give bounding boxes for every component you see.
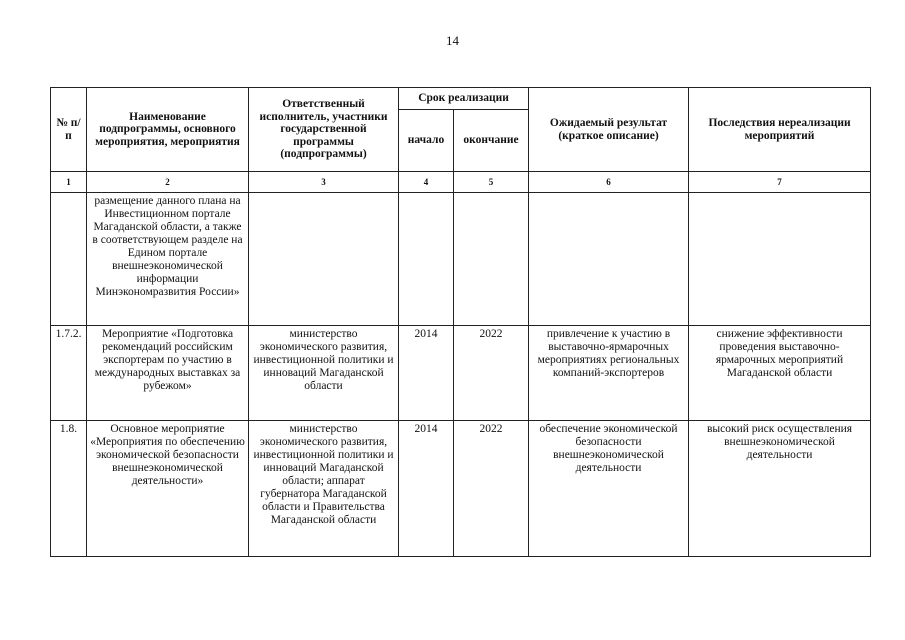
header-result: Ожидаемый результат (краткое описание) <box>529 88 689 172</box>
row-result: привлечение к участию в выставочно-ярмарочных мероприятиях региональных компаний-экспортеров <box>529 326 689 421</box>
row-name: Мероприятие «Подготовка рекомендаций российским экспортерам по участию в международных выставках за рубежом» <box>87 326 249 421</box>
column-number: 1 <box>51 172 87 193</box>
header-num: № п/п <box>51 88 87 172</box>
column-number: 2 <box>87 172 249 193</box>
table-row <box>51 193 871 326</box>
row-start: 2014 <box>399 326 454 421</box>
header-responsible: Ответственный исполнитель, участники государственной программы (подпрограммы) <box>249 88 399 172</box>
row-end <box>454 193 529 326</box>
row-start <box>399 193 454 326</box>
row-end: 2022 <box>454 326 529 421</box>
row-num: 1.8. <box>51 421 87 557</box>
column-number: 7 <box>689 172 871 193</box>
column-number: 6 <box>529 172 689 193</box>
row-consequences <box>689 193 871 326</box>
row-consequences: снижение эффективности проведения выставочно-ярмарочных мероприятий Магаданской области <box>689 326 871 421</box>
row-responsible: министерство экономического развития, инвестиционной политики и инноваций Магаданской области; аппарат губернатора Магаданской области и Правительства Магаданской области <box>249 421 399 557</box>
row-start: 2014 <box>399 421 454 557</box>
header-consequences: Последствия нереализации мероприятий <box>689 88 871 172</box>
row-end: 2022 <box>454 421 529 557</box>
row-num: 1.7.2. <box>51 326 87 421</box>
row-responsible <box>249 193 399 326</box>
header-term: Срок реализации <box>399 88 529 110</box>
row-responsible: министерство экономического развития, инвестиционной политики и инноваций Магаданской области <box>249 326 399 421</box>
row-name: размещение данного плана на Инвестиционном портале Магаданской области, а также в соответствующем разделе на Едином портале внешнеэкономической информации Минэкономразвития России» <box>87 193 249 326</box>
row-result <box>529 193 689 326</box>
program-activities-table <box>50 87 871 557</box>
header-start: начало <box>399 110 454 172</box>
header-end: окончание <box>454 110 529 172</box>
column-number: 4 <box>399 172 454 193</box>
row-consequences: высокий риск осуществления внешнеэкономической деятельности <box>689 421 871 557</box>
page-number: 14 <box>446 33 459 48</box>
row-result: обеспечение экономической безопасности внешнеэкономической деятельности <box>529 421 689 557</box>
table-row <box>51 326 871 421</box>
column-number: 5 <box>454 172 529 193</box>
column-number: 3 <box>249 172 399 193</box>
row-name: Основное мероприятие «Мероприятия по обеспечению экономической безопасности внешнеэкономической деятельности» <box>87 421 249 557</box>
column-number-row <box>51 172 871 193</box>
table-row <box>51 421 871 557</box>
row-num <box>51 193 87 326</box>
header-name: Наименование подпрограммы, основного мероприятия, мероприятия <box>87 88 249 172</box>
